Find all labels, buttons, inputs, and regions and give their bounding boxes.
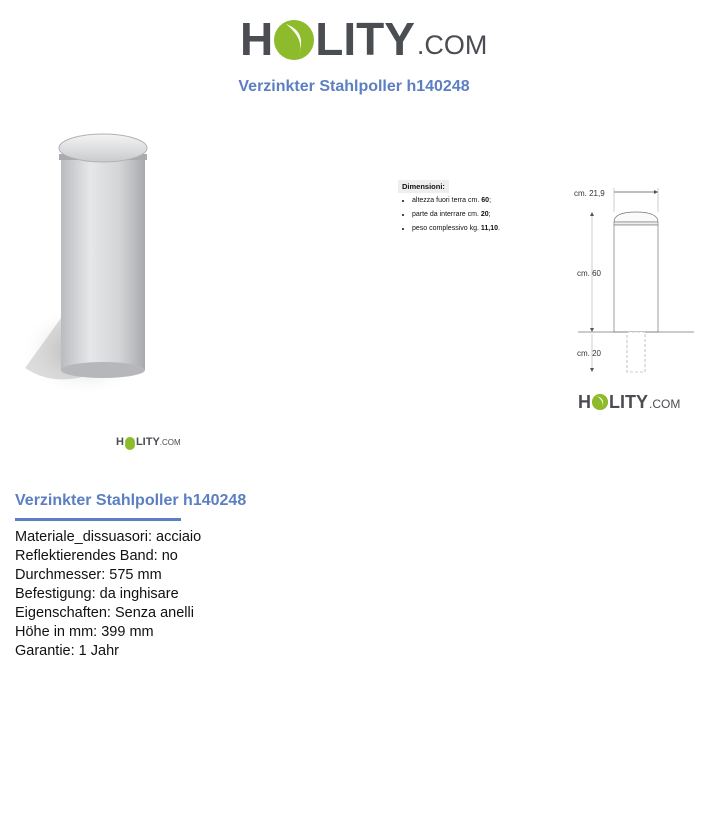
- dimension-item: • altezza fuori terra cm. 60;: [412, 197, 538, 205]
- dimensions-heading: Dimensioni:: [398, 180, 449, 193]
- section-divider: [15, 518, 181, 521]
- logo-text-lity: LITY: [315, 13, 415, 65]
- drawing-watermark-logo: [578, 391, 680, 413]
- drawing-depth-label: cm. 20: [577, 349, 602, 358]
- technical-drawing: [570, 182, 698, 382]
- holity-logo[interactable]: [240, 13, 487, 65]
- attribute-list: [15, 528, 201, 661]
- drawing-width-label: cm. 21,9: [574, 189, 605, 198]
- attribute-row: Materiale_dissuasori: acciaio: [15, 529, 202, 545]
- photo-watermark-logo: [116, 435, 181, 449]
- watermark-text-lity: LITY: [135, 436, 160, 448]
- section-title: Verzinkter Stahlpoller h140248: [15, 492, 247, 509]
- watermark-o-icon: [125, 437, 135, 447]
- drawing-height-label: cm. 60: [577, 269, 602, 278]
- dimension-item: • parte da interrare cm. 20;: [412, 211, 538, 219]
- attribute-row: Garantie: 1 Jahr: [15, 643, 119, 659]
- dimensions-spec: [398, 180, 538, 239]
- logo-o-icon: [274, 20, 314, 60]
- attribute-row: Durchmesser: 575 mm: [15, 567, 162, 583]
- attribute-row: Reflektierendes Band: no: [15, 548, 178, 564]
- drawing-logo-text-h: H: [578, 392, 591, 412]
- dimension-item: • peso complessivo kg. 11,10.: [412, 225, 538, 233]
- drawing-logo-text-lity: LITY: [609, 392, 648, 412]
- attribute-row: Befestigung: da inghisare: [15, 586, 179, 602]
- logo-text-h: H: [240, 13, 274, 65]
- attribute-row: Höhe in mm: 399 mm: [15, 624, 154, 640]
- watermark-text-h: H: [116, 436, 124, 448]
- drawing-logo-o-icon: [592, 394, 608, 410]
- drawing-logo-text-com: .COM: [649, 397, 681, 411]
- attribute-row: Eigenschaften: Senza anelli: [15, 605, 194, 621]
- product-photo: [15, 118, 210, 408]
- logo-text-com: .COM: [416, 30, 488, 60]
- watermark-text-com: .COM: [159, 438, 181, 447]
- page-title: Verzinkter Stahlpoller h140248: [238, 78, 470, 95]
